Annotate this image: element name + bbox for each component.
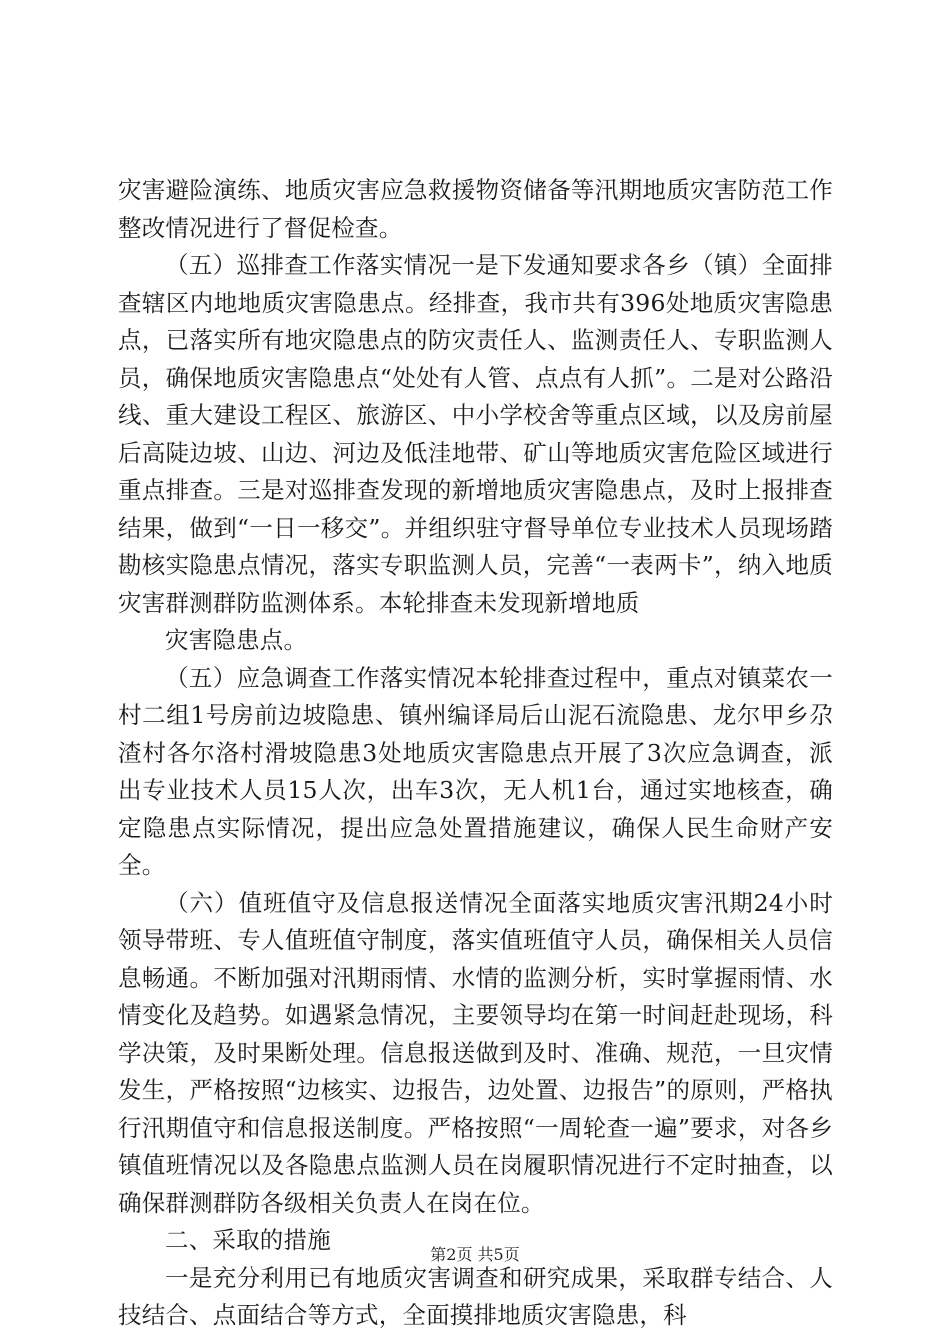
paragraph-patrol-inspection: （五）巡排查工作落实情况一是下发通知要求各乡（镇）全面排查辖区内地地质灾害隐患点。经排查，我市共有396处地质灾害隐患点，已落实所有地灾隐患点的防灾责任人、监测责任人、专职监测人员，确保地质灾害隐患点“处处有人管、点点有人抓”。二是对公路沿线、重大建设工程区、旅游区、中小学校舍等重点区域，以及房前屋后高陡边坡、山边、河边及低洼地带、矿山等地质灾害危险区域进行重点排查。三是对巡排查发现的新增地质灾害隐患点，及时上报排查结果，做到“一日一移交”。并组织驻守督导单位专业技术人员现场踏勘核实隐患点情况，落实专职监测人员，完善“一表两卡”，纳入地质灾害群测群防监测体系。本轮排查未发现新增地质 bbox=[118, 251, 833, 617]
page-number-footer: 第2页 共5页 bbox=[430, 1245, 520, 1264]
paragraph-duty-reporting: （六）值班值守及信息报送情况全面落实地质灾害汛期24小时领导带班、专人值班值守制度，落实值班值守人员，确保相关人员信息畅通。不断加强对汛期雨情、水情的监测分析，实时掌握雨情、水情变化及趋势。如遇紧急情况，主要领导均在第一时间赶赴现场，科学决策，及时果断处理。信息报送做到及时、准确、规范，一旦灾情发生，严格按照“边核实、边报告，边处置、边报告”的原则，严格执行汛期值守和信息报送制度。严格按照“一周轮查一遍”要求，对各乡镇值班情况以及各隐患点监测人员在岗履职情况进行不定时抽查，以确保群测群防各级相关负责人在岗在位。 bbox=[118, 888, 833, 1217]
paragraph-continuation: 灾害避险演练、地质灾害应急救援物资储备等汛期地质灾害防范工作整改情况进行了督促检查。 bbox=[118, 176, 833, 242]
paragraph-patrol-inspection-tail: 灾害隐患点。 bbox=[165, 626, 308, 654]
section-heading-measures: 二、采取的措施 bbox=[165, 1226, 331, 1254]
document-body bbox=[118, 172, 833, 1335]
paragraph-measures-first: 一是充分利用已有地质灾害调查和研究成果，采取群专结合、人技结合、点面结合等方式，全面摸排地质灾害隐患，科 bbox=[118, 1263, 833, 1329]
paragraph-emergency-survey: （五）应急调查工作落实情况本轮排查过程中，重点对镇菜农一村二组1号房前边坡隐患、镇州编译局后山泥石流隐患、龙尔甲乡尕渣村各尔洛村滑坡隐患3处地质灾害隐患点开展了3次应急调查，派出专业技术人员15人次，出车3次，无人机1台，通过实地核查，确定隐患点实际情况，提出应急处置措施建议，确保人民生命财产安全。 bbox=[118, 663, 833, 879]
